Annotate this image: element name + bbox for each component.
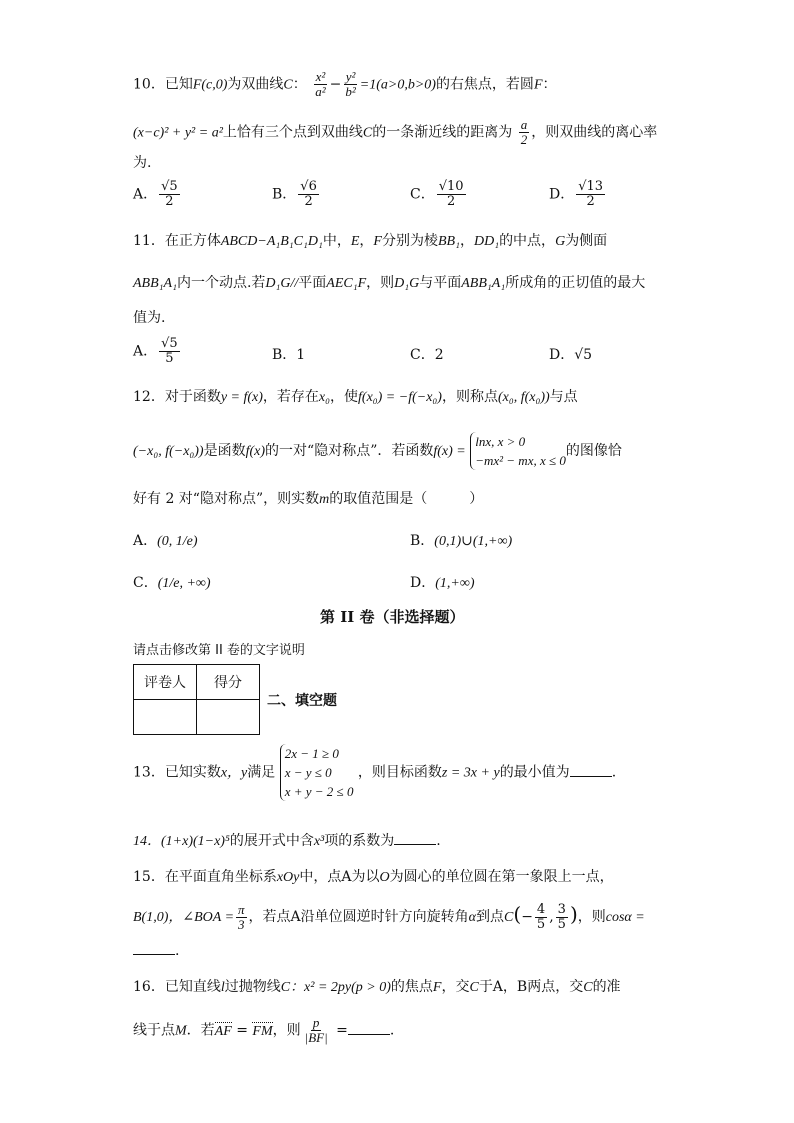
q11-option-b: B．1: [272, 347, 306, 363]
q10-option-a: A． $\frac{√5}{2}$: [133, 179, 178, 209]
score-table: [133, 664, 260, 735]
piecewise-brace: lnx, x > 0 −mx² − mx, x ≤ 0: [470, 432, 566, 470]
sqrt5-over-5: $\frac{√5}{5}$: [161, 336, 178, 366]
q11-option-c: C．2: [410, 347, 444, 363]
answer-blank[interactable]: [348, 1022, 390, 1035]
score-header: 得分: [197, 665, 260, 700]
q11-line1: 11．在正方体ABCD−A₁B₁C₁D₁中，E，F分别为棱BB₁，DD₁的中点，G为侧面: [133, 233, 608, 249]
q11-line3: 值为.: [133, 310, 166, 326]
q10-option-d: D． $\frac{√13}{2}$: [549, 179, 604, 209]
vector-af: AF: [214, 1023, 232, 1039]
section-title: 第 II 卷（非选择题）: [320, 608, 465, 626]
q12-option-d: D．(1,+∞): [410, 575, 475, 591]
section-note: 请点击修改第 II 卷的文字说明: [133, 643, 305, 658]
grader-cell[interactable]: [134, 700, 197, 735]
q12-option-a: A．(0, 1/e): [133, 533, 198, 549]
q12-option-b: B．(0,1)∪(1,+∞): [410, 533, 513, 549]
q11-option-a: A． $\frac{√5}{5}$: [133, 336, 178, 366]
q13-line: 13．已知实数x，y满足 2x − 1 ≥ 0 x − y ≤ 0 x + y − 2 ≤ 0 ，则目标函数z = 3x + y的最小值为 .: [133, 746, 617, 799]
fraction: $\frac{\text{x²}}{\text{a²}}$: [315, 69, 326, 99]
q12-line2: (−x₀, f(−x₀))是函数f(x)的一对“隐对称点”．若函数f(x) = lnx, x > 0 −mx² − mx, x ≤ 0的图像恰: [133, 434, 622, 468]
q12-line3: 好有 2 对“隐对称点”，则实数m的取值范围是（ ）: [133, 491, 484, 507]
score-cell[interactable]: [197, 700, 260, 735]
grader-header: 评卷人: [134, 665, 197, 700]
q15-line1: 15．在平面直角坐标系xOy中，点A为以O为圆心的单位圆在第一象限上一点，: [133, 869, 614, 885]
constraint-brace: 2x − 1 ≥ 0 x − y ≤ 0 x + y − 2 ≤ 0: [280, 744, 354, 801]
q16-line1: 16．已知直线l过抛物线C：x² = 2py(p > 0)的焦点F，交C于A，B两点，交C的准: [133, 979, 621, 995]
q10-line3: 为.: [133, 155, 152, 171]
fraction: $\frac{a}{2}$: [520, 117, 528, 147]
q12-line1: 12．对于函数y = f(x)，若存在x₀，使f(x₀) = −f(−x₀)，则称点(x₀, f(x₀))与点: [133, 389, 578, 405]
q10-option-c: C． $\frac{√10}{2}$: [410, 179, 464, 209]
answer-blank[interactable]: [133, 942, 175, 955]
q10-line2: (x−c)² + y² = a²上恰有三个点到双曲线C的一条渐近线的距离为 $\frac{a}{2}$ ，则双曲线的离心率: [133, 117, 658, 147]
q10-line1: 10．已知F(c,0)为双曲线C： $\frac{\text{x²}}{\text{a²}}$ − $\frac{\text{y²}}{\text{b²}}$ =1(a>0,b>0)的右焦点，若圆F：: [133, 69, 557, 99]
q14-line: 14．(1+x)(1−x)⁵的展开式中含x³项的系数为 .: [133, 833, 441, 849]
q11-line2: ABB₁A₁内一个动点.若D₁G//平面AEC₁F，则D₁G与平面ABB₁A₁所成角的正切值的最大: [133, 275, 646, 291]
answer-blank[interactable]: [394, 832, 436, 845]
q15-line3: .: [133, 942, 179, 959]
q10-option-b: B． $\frac{√6}{2}$: [272, 179, 317, 209]
q11-option-d: D．√5: [549, 347, 593, 363]
fraction: $\frac{\text{y²}}{\text{b²}}$: [345, 69, 356, 99]
q12-option-c: C．(1/e, +∞): [133, 575, 211, 591]
fill-blank-heading: 二、填空题: [267, 693, 337, 709]
vector-fm: FM: [252, 1023, 273, 1039]
answer-blank[interactable]: [570, 764, 612, 777]
q15-line2: B(1,0)，∠BOA = $\frac{\pi}{3}$ ，若点A沿单位圆逆时针方向旋转角α到点C(− $\frac{4}{5}$ , $\frac{3}{5}$ )，则cosα =: [133, 901, 645, 932]
q16-line2: 线于点M．若AF = FM，则 $\frac{p}{|BF|}$ = .: [133, 1015, 395, 1045]
